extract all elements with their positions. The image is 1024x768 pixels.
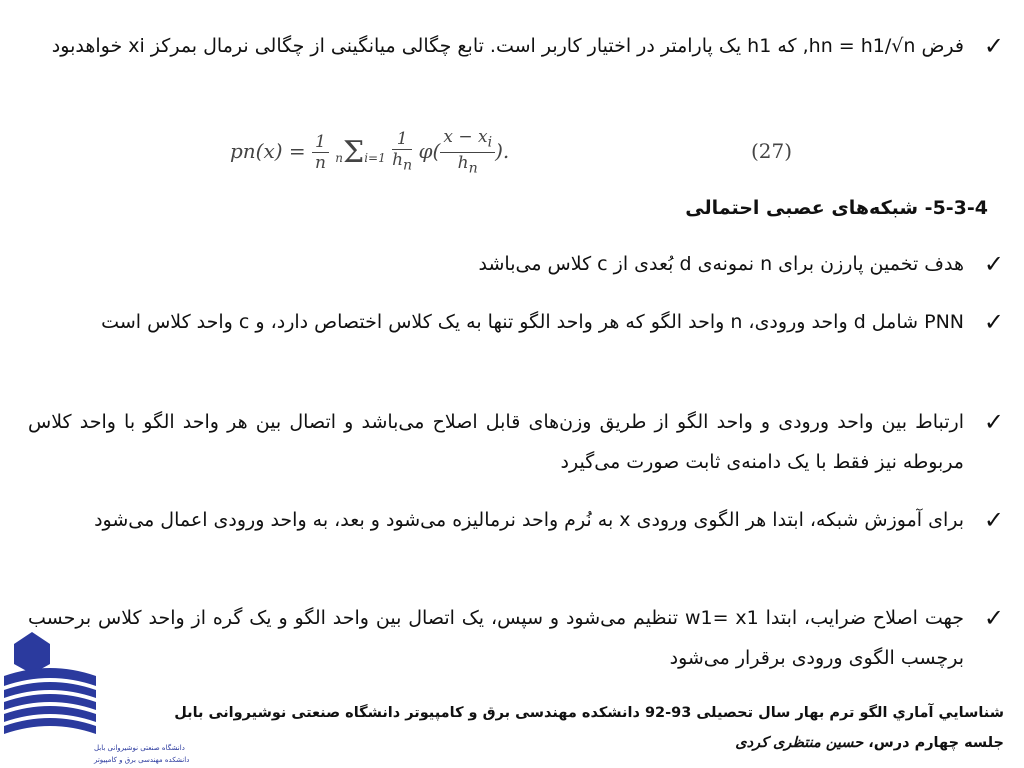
formula-lhs: pn(x) =	[230, 139, 306, 163]
bullet-text: جهت اصلاح ضرایب، ابتدا w1= x1 تنظیم می‌شود و سپس، یک اتصال بین واحد الگو و یک گره از واحد کلاس برحسب برچسب الگوی ورودی برقرار می‌شود	[28, 607, 964, 669]
bullet-hn-definition	[28, 26, 1004, 66]
check-mark-icon: ✓	[983, 308, 1004, 336]
equation-number: (27)	[750, 139, 792, 163]
footer-session-line	[120, 728, 1004, 758]
parzen-density-formula: pn(x) = $\frac{1}{n}$ nΣi=1 $\frac{1}{h_n}$ φ( $\frac{x - x_i}{h_n}$ ).	[230, 126, 510, 177]
bullet-training	[28, 500, 1004, 540]
footer-session: جلسه چهارم درس،	[868, 735, 1004, 751]
check-mark-icon: ✓	[983, 604, 1004, 632]
bullet-text: فرض hn = h1/√n, که h1 یک پارامتر در اختیار کاربر است. تابع چگالی میانگینی از چگالی نرمال بمرکز xi خواهدبود	[51, 35, 964, 57]
check-mark-icon: ✓	[983, 408, 1004, 436]
svg-text:دانشکده مهندسی برق و کامپیوتر: دانشکده مهندسی برق و کامپیوتر	[94, 756, 190, 764]
footer-author: حسین منتظری کردی	[735, 735, 864, 751]
check-mark-icon: ✓	[983, 32, 1004, 60]
bullet-text: برای آموزش شبکه، ابتدا هر الگوی ورودی x به نُرم واحد نرمالیزه می‌شود و بعد، به واحد ورودی اعمال می‌شود	[94, 509, 964, 531]
footer-course-line	[120, 698, 1004, 728]
bullet-text: PNN شامل d واحد ورودی، n واحد الگو که هر واحد الگو تنها به یک کلاس اختصاص دارد، و c واحد کلاس است	[101, 311, 964, 333]
bullet-text: ارتباط بین واحد ورودی و واحد الگو از طریق وزن‌های قابل اصلاح می‌باشد و اتصال بین هر واحد الگو با واحد کلاس مربوطه نیز فقط با یک دامنه‌ی ثابت صورت می‌گیرد	[28, 411, 964, 473]
formula-27	[230, 118, 800, 188]
footer-course-title: شناسايي آماري الگو	[859, 705, 1004, 721]
bullet-weight-adjust	[28, 598, 1004, 678]
bullet-parzen-goal	[28, 244, 1004, 284]
university-logo	[2, 630, 190, 766]
bullet-text: هدف تخمین پارزن برای n نمونه‌ی d بُعدی از c کلاس می‌باشد	[478, 253, 964, 275]
check-mark-icon: ✓	[983, 250, 1004, 278]
svg-text:دانشگاه صنعتی نوشیروانی بابل: دانشگاه صنعتی نوشیروانی بابل	[94, 744, 185, 752]
check-mark-icon: ✓	[983, 506, 1004, 534]
slide-footer	[120, 698, 1004, 758]
section-heading: 5-3-4- شبکه‌های عصبی احتمالی	[685, 197, 988, 219]
footer-course-info: ترم بهار سال تحصیلی 93-92 دانشکده مهندسی برق و کامپیوتر دانشگاه صنعتی نوشیروانی بابل	[174, 705, 855, 721]
bullet-pnn-structure	[28, 302, 1004, 342]
bullet-connections	[28, 402, 1004, 482]
